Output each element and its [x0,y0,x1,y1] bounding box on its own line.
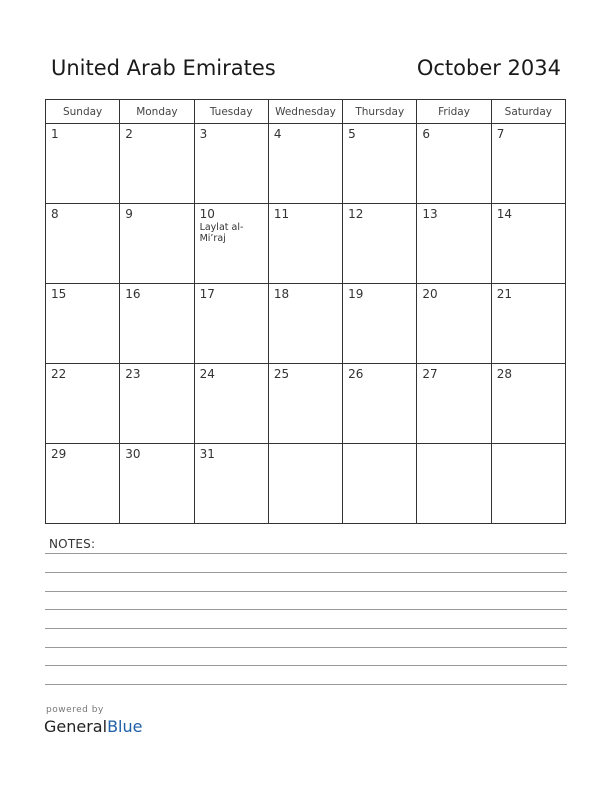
notes-label: NOTES: [49,537,96,551]
day-cell [417,284,491,364]
weekday-header-row [46,100,566,124]
day-cell [120,284,194,364]
day-cell [268,284,342,364]
note-line [45,647,567,648]
day-cell [120,364,194,444]
day-cell [194,444,268,524]
day-number: 18 [273,287,290,301]
day-cell [343,284,417,364]
day-cell [194,284,268,364]
day-number: 1 [51,127,59,141]
note-line [45,665,567,666]
note-line [45,684,567,685]
day-cell [491,364,565,444]
day-number: 12 [348,207,364,221]
day-cell [491,204,565,284]
day-number: 9 [125,207,133,221]
day-cell [491,284,565,364]
day-cell [194,124,268,204]
note-line [45,628,567,629]
day-cell [343,124,417,204]
day-number: 21 [496,287,512,301]
day-number: 27 [422,367,438,381]
week-row [46,124,566,204]
day-number: 24 [199,367,215,381]
day-cell [417,124,491,204]
weekday-sunday: Sunday [46,100,120,124]
day-number: 20 [422,287,438,301]
day-cell [120,124,194,204]
calendar-grid [45,99,566,524]
day-number: 30 [125,447,141,461]
day-number: 16 [125,287,141,301]
weekday-wednesday: Wednesday [268,100,342,124]
weekday-friday: Friday [417,100,491,124]
day-cell [46,364,120,444]
day-number: 25 [273,367,290,381]
day-number: 13 [422,207,438,221]
day-cell [268,124,342,204]
day-cell-empty [343,444,417,524]
day-cell [46,124,120,204]
day-cell [46,284,120,364]
day-cell [343,364,417,444]
day-number: 6 [422,127,431,141]
note-line [45,572,567,573]
day-cell [491,124,565,204]
day-number: 11 [273,207,290,221]
day-cell [417,364,491,444]
day-number: 3 [199,127,208,141]
weekday-saturday: Saturday [491,100,565,124]
day-number: 7 [496,127,505,141]
note-line [45,591,567,592]
day-cell [46,444,120,524]
day-number: 14 [496,207,512,221]
day-cell-empty [268,444,342,524]
week-row [46,284,566,364]
day-number: 10 [199,207,215,221]
holiday-label: Laylat al-Mi’raj [199,222,244,244]
day-number: 5 [348,127,356,141]
brand-name-general: General [44,717,108,736]
weekday-monday: Monday [120,100,194,124]
page-title-country: United Arab Emirates [51,56,276,80]
brand-name-blue: Blue [107,717,143,736]
day-cell [194,204,268,284]
day-number: 8 [51,207,59,221]
day-number: 17 [199,287,215,301]
powered-by-text: powered by [46,705,104,715]
day-cell [343,204,417,284]
day-number: 19 [348,287,364,301]
weekday-tuesday: Tuesday [194,100,268,124]
week-row [46,364,566,444]
day-cell-empty [417,444,491,524]
day-number: 4 [273,127,282,141]
day-number: 29 [51,447,67,461]
week-row [46,444,566,524]
week-row [46,204,566,284]
day-cell [417,204,491,284]
day-number: 31 [199,447,215,461]
day-number: 15 [51,287,67,301]
day-number: 22 [51,367,67,381]
note-line [45,553,567,554]
day-cell [194,364,268,444]
weekday-thursday: Thursday [343,100,417,124]
note-line [45,609,567,610]
day-cell [120,204,194,284]
day-number: 26 [348,367,364,381]
day-cell [268,204,342,284]
day-cell [268,364,342,444]
day-cell [46,204,120,284]
day-number: 28 [496,367,512,381]
day-number: 23 [125,367,141,381]
brand-logo [44,717,142,736]
page-title-month: October 2034 [416,56,561,80]
day-cell-empty [491,444,565,524]
day-number: 2 [125,127,133,141]
day-cell [120,444,194,524]
